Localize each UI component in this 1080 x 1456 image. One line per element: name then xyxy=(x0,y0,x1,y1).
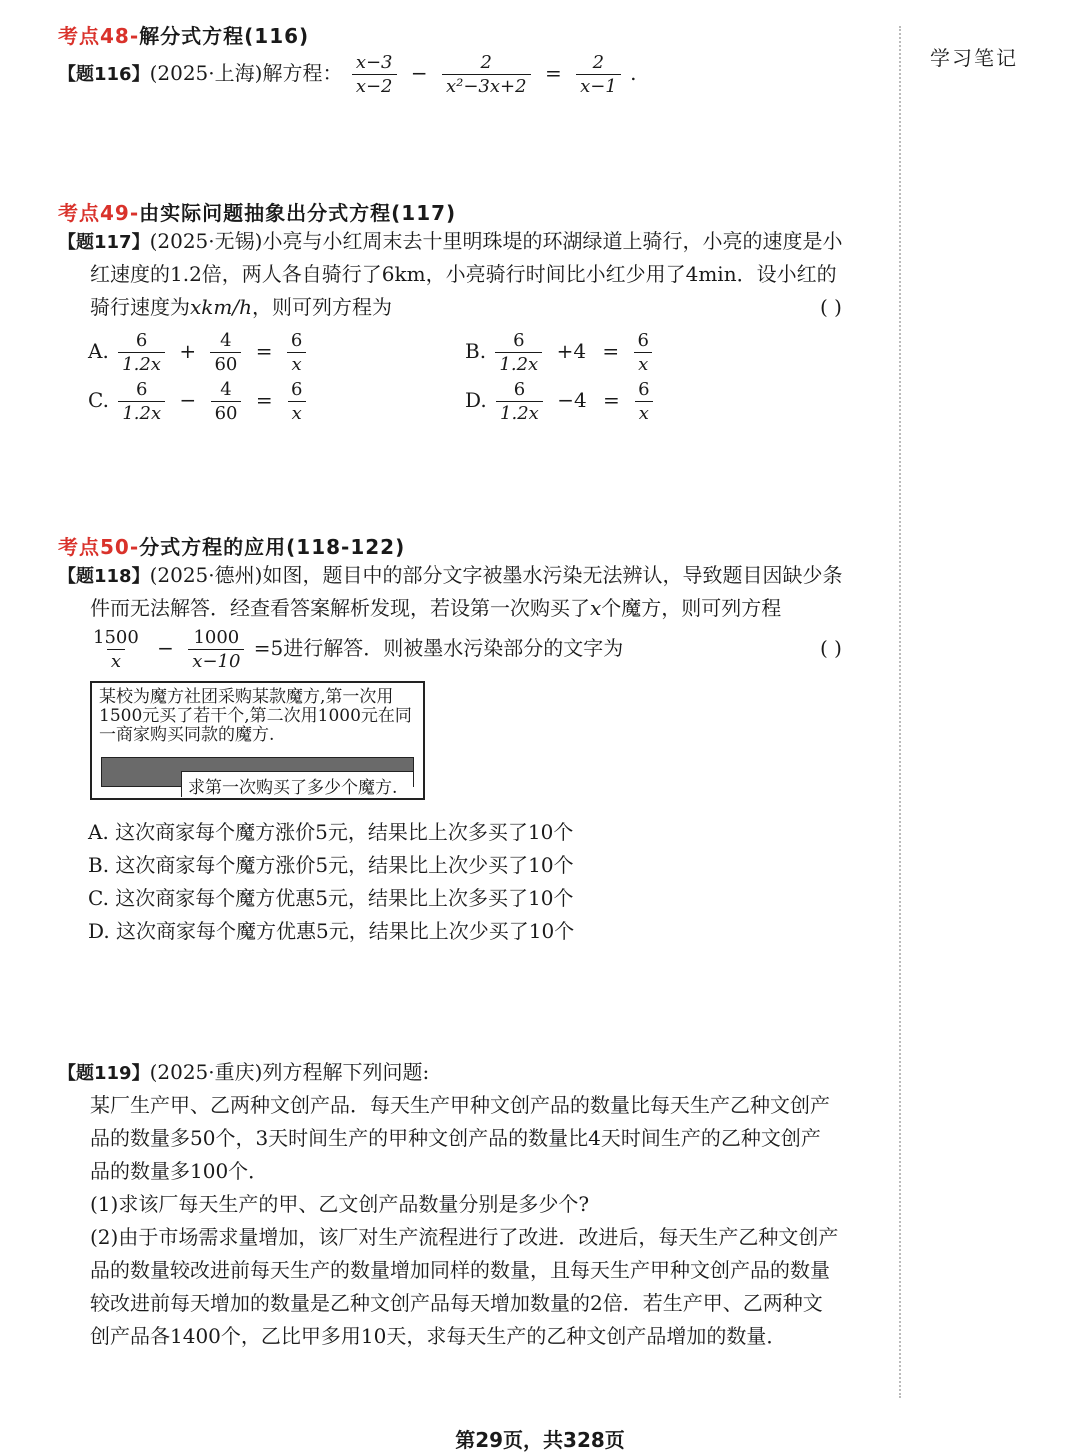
operator: − xyxy=(410,61,428,85)
figure-text: 某校为魔方社团采购某款魔方,第一次用1500元买了若干个,第二次用1000元在同一商家购买同款的魔方. xyxy=(99,687,412,745)
fraction: $\frac{1000}{x-10}$ xyxy=(188,627,244,672)
question-118-line-2: 件而无法解答．经查看答案解析发现，若设第一次购买了x个魔方，则可列方程 xyxy=(90,596,782,620)
question-119-line: 某厂生产甲、乙两种文创产品．每天生产甲种文创产品的数量比每天生产乙种文创产 xyxy=(90,1093,830,1117)
section-heading-48 xyxy=(58,20,309,49)
option-c: C. $\frac{6}{1.2x}$ − $\frac{4}{60}$ = $\frac{6}{x}$ xyxy=(88,379,309,424)
section-code: 考点50- xyxy=(58,535,140,559)
question-source: (2025·重庆) xyxy=(149,1060,263,1084)
fraction: $\frac{6}{x}$ xyxy=(287,379,306,424)
fraction: $\frac{6}{x}$ xyxy=(287,330,306,375)
section-code: 考点48- xyxy=(58,24,140,48)
notes-divider xyxy=(899,26,901,1398)
question-117-line-3: 骑行速度为xkm/h，则可列方程为 xyxy=(90,295,392,319)
fraction: $\frac{6}{x}$ xyxy=(634,379,653,424)
question-source: (2025·无锡) xyxy=(149,229,263,253)
fraction: $\frac{2}{x-1}$ xyxy=(576,52,621,97)
question-118-line-1 xyxy=(58,559,842,593)
option-a: A. 这次商家每个魔方涨价5元，结果比上次多买了10个 xyxy=(88,820,574,844)
question-117-line-1 xyxy=(58,225,842,259)
question-source: (2025·德州) xyxy=(149,563,263,587)
fraction: $\frac{x-3}{x-2}$ xyxy=(352,52,397,97)
section-code: 考点49- xyxy=(58,201,140,225)
fraction: $\frac{6}{1.2x}$ xyxy=(118,330,165,375)
ink-stained-figure xyxy=(90,681,425,800)
fraction: $\frac{4}{60}$ xyxy=(210,330,241,375)
fraction: $\frac{1500}{x}$ xyxy=(93,627,139,672)
option-b: B. $\frac{6}{1.2x}$ +4 = $\frac{6}{x}$ xyxy=(465,330,656,375)
question-119-part-1: (1)求该厂每天生产的甲、乙文创产品数量分别是多少个? xyxy=(90,1192,590,1216)
fraction: $\frac{6}{1.2x}$ xyxy=(118,379,165,424)
question-text: 解方程： xyxy=(262,61,343,85)
section-heading-49 xyxy=(58,197,456,226)
question-tag: 【题116】 xyxy=(58,64,150,85)
option-a: A. $\frac{6}{1.2x}$ + $\frac{4}{60}$ = $\frac{6}{x}$ xyxy=(88,330,309,375)
question-text: 列方程解下列问题: xyxy=(262,1060,430,1084)
answer-blank: ( ) xyxy=(820,636,842,660)
option-c: C. 这次商家每个魔方优惠5元，结果比上次多买了10个 xyxy=(88,886,574,910)
option-d: D. 这次商家每个魔方优惠5元，结果比上次少买了10个 xyxy=(88,919,575,943)
question-tag: 【题118】 xyxy=(58,566,150,587)
question-119-line: 较改进前每天增加的数量是乙种文创产品每天增加数量的2倍．若生产甲、乙两种文 xyxy=(90,1291,823,1315)
question-text: 如图，题目中的部分文字被墨水污染无法辨认，导致题目因缺少条 xyxy=(262,563,843,587)
option-b: B. 这次商家每个魔方涨价5元，结果比上次少买了10个 xyxy=(88,853,574,877)
question-119-header xyxy=(58,1056,429,1090)
study-notes-label: 学习笔记 xyxy=(930,46,1018,70)
fraction: $\frac{6}{x}$ xyxy=(634,330,653,375)
fraction: $\frac{2}{\text{x²−3x+2}}$ xyxy=(442,52,531,97)
question-119-line: 品的数量多100个． xyxy=(90,1159,269,1183)
option-d: D. $\frac{6}{1.2x}$ −4 = $\frac{6}{x}$ xyxy=(465,379,657,424)
answer-blank: ( ) xyxy=(820,295,842,319)
question-text: 小亮与小红周末去十里明珠堤的环湖绿道上骑行，小亮的速度是小 xyxy=(262,229,843,253)
section-title: 由实际问题抽象出分式方程(117) xyxy=(139,201,457,225)
question-117-line-2: 红速度的1.2倍，两人各自骑行了6km，小亮骑行时间比小红少用了4min．设小红的 xyxy=(90,262,837,286)
question-source: (2025·上海) xyxy=(149,61,263,85)
question-119-part-2: (2)由于市场需求量增加，该厂对生产流程进行了改进．改进后，每天生产乙种文创产 xyxy=(90,1225,839,1249)
question-119-line: 品的数量较改进前每天生产的数量增加同样的数量，且每天生产甲种文创产品的数量 xyxy=(90,1258,830,1282)
period: . xyxy=(630,61,637,85)
question-119-line: 品的数量多50个，3天时间生产的甲种文创产品的数量比4天时间生产的乙种文创产 xyxy=(90,1126,821,1150)
question-tag: 【题119】 xyxy=(58,1063,150,1084)
question-116 xyxy=(58,52,636,97)
fraction: $\frac{6}{1.2x}$ xyxy=(496,379,543,424)
operator: = xyxy=(544,61,562,85)
section-title: 解分式方程(116) xyxy=(139,24,310,48)
question-119-line: 创产品各1400个，乙比甲多用10天，求每天生产的乙种文创产品增加的数量． xyxy=(90,1324,787,1348)
fraction: $\frac{4}{60}$ xyxy=(211,379,242,424)
question-118-equation: $\frac{1500}{x}$ − $\frac{1000}{x-10}$ =5进行解答．则被墨水污染部分的文字为 xyxy=(86,627,623,672)
page-footer: 第29页，共328页 xyxy=(455,1428,625,1452)
figure-question: 求第一次购买了多少个魔方. xyxy=(188,778,398,798)
fraction: $\frac{6}{1.2x}$ xyxy=(495,330,542,375)
section-title: 分式方程的应用(118-122) xyxy=(139,535,406,559)
section-heading-50 xyxy=(58,531,405,560)
question-tag: 【题117】 xyxy=(58,232,150,253)
